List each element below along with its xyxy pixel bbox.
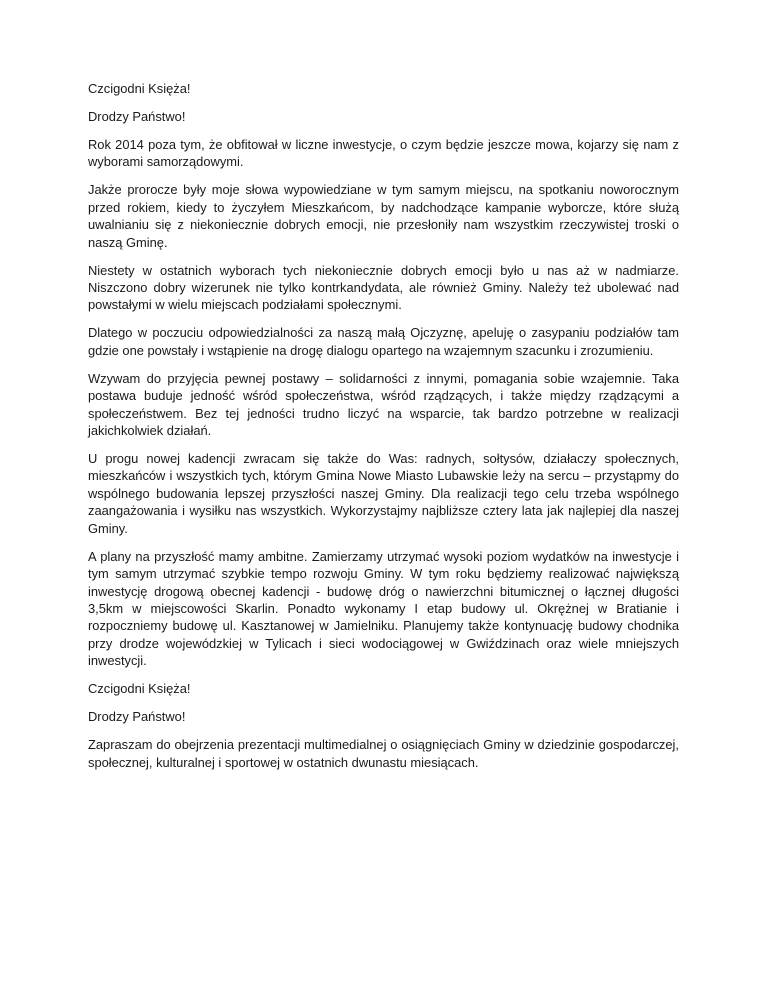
paragraph-solidarity: Wzywam do przyjęcia pewnej postawy – solidarności z innymi, pomagania sobie wzajemnie. Taka postawa buduje jedność wśród społeczeństwa, wśród rządzących, i także między rządzącymi a społeczeństwem. Bez tej jedności trudno liczyć na wsparcie, tak bardzo potrzebne w realizacji jakichkolwiek działań.	[88, 370, 679, 439]
paragraph-invitation: Zapraszam do obejrzenia prezentacji multimedialnej o osiągnięciach Gminy w dziedzinie gospodarczej, społecznej, kulturalnej i sportowej w ostatnich dwunastu miesiącach.	[88, 737, 679, 770]
paragraph-plans: A plany na przyszłość mamy ambitne. Zamierzamy utrzymać wysoki poziom wydatków na inwestycje i tym samym utrzymać szybkie tempo rozwoju Gminy. W tym roku będziemy realizować największą inwestycję drogową obecnej kadencji - budowę dróg o nawierzchni bitumicznej o łącznej długości 3,5km w miejscowości Skarlin. Ponadto wykonamy I etap budowy ul. Okrężnej w Bratianie i rozpoczniemy budowę ul. Kasztanowej w Jamielniku. Planujemy także kontynuację budowy chodnika przy drodze wojewódzkiej w Tylicach i sieci wodociągowej w Gwiździnach oraz wiele mniejszych inwestycji.	[88, 548, 679, 669]
paragraph-prophetic-words: Jakże prorocze były moje słowa wypowiedziane w tym samym miejscu, na spotkaniu noworocznym przed rokiem, kiedy to życzyłem Mieszkańcom, by nadchodzące kampanie wyborcze, które służą uwalnianiu się z niekoniecznie dobrych emocji, nie przesłoniły nam wszystkim rzeczywistej troski o naszą Gminę.	[88, 182, 679, 250]
salutation-audience: Drodzy Państwo!	[88, 109, 186, 124]
salutation-clergy: Czcigodni Księża!	[88, 81, 191, 96]
paragraph-appeal: Dlatego w poczuciu odpowiedzialności za naszą małą Ojczyznę, apeluję o zasypaniu podziałów tam gdzie one powstały i wstąpienie na drogę dialogu opartego na wzajemnym szacunku i zrozumieniu.	[88, 325, 679, 358]
salutation-audience-closing: Drodzy Państwo!	[88, 709, 186, 725]
paragraph-elections: Niestety w ostatnich wyborach tych niekoniecznie dobrych emocji było u nas aż w nadmiarze. Niszczono dobry wizerunek nie tylko kontrkandydata, ale również Gminy. Należy też ubolewać nad powstałymi w wielu miejscach podziałami społecznymi.	[88, 262, 679, 313]
paragraph-new-term: U progu nowej kadencji zwracam się także do Was: radnych, sołtysów, działaczy społecznych, mieszkańców i wszystkich tych, którym Gmina Nowe Miasto Lubawskie leży na sercu – przystąpmy do wspólnego budowania lepszej przyszłości naszej Gminy. Dla realizacji tego celu trzeba wspólnego zaangażowania i wysiłku nas wszystkich. Wykorzystajmy najbliższe cztery lata jak najlepiej dla naszej Gminy.	[88, 451, 679, 536]
document-page	[88, 80, 679, 782]
salutation-clergy-closing: Czcigodni Księża!	[88, 681, 191, 697]
paragraph-year-2014: Rok 2014 poza tym, że obfitował w liczne inwestycje, o czym będzie jeszcze mowa, kojarzy się nam z wyborami samorządowymi.	[88, 137, 679, 170]
